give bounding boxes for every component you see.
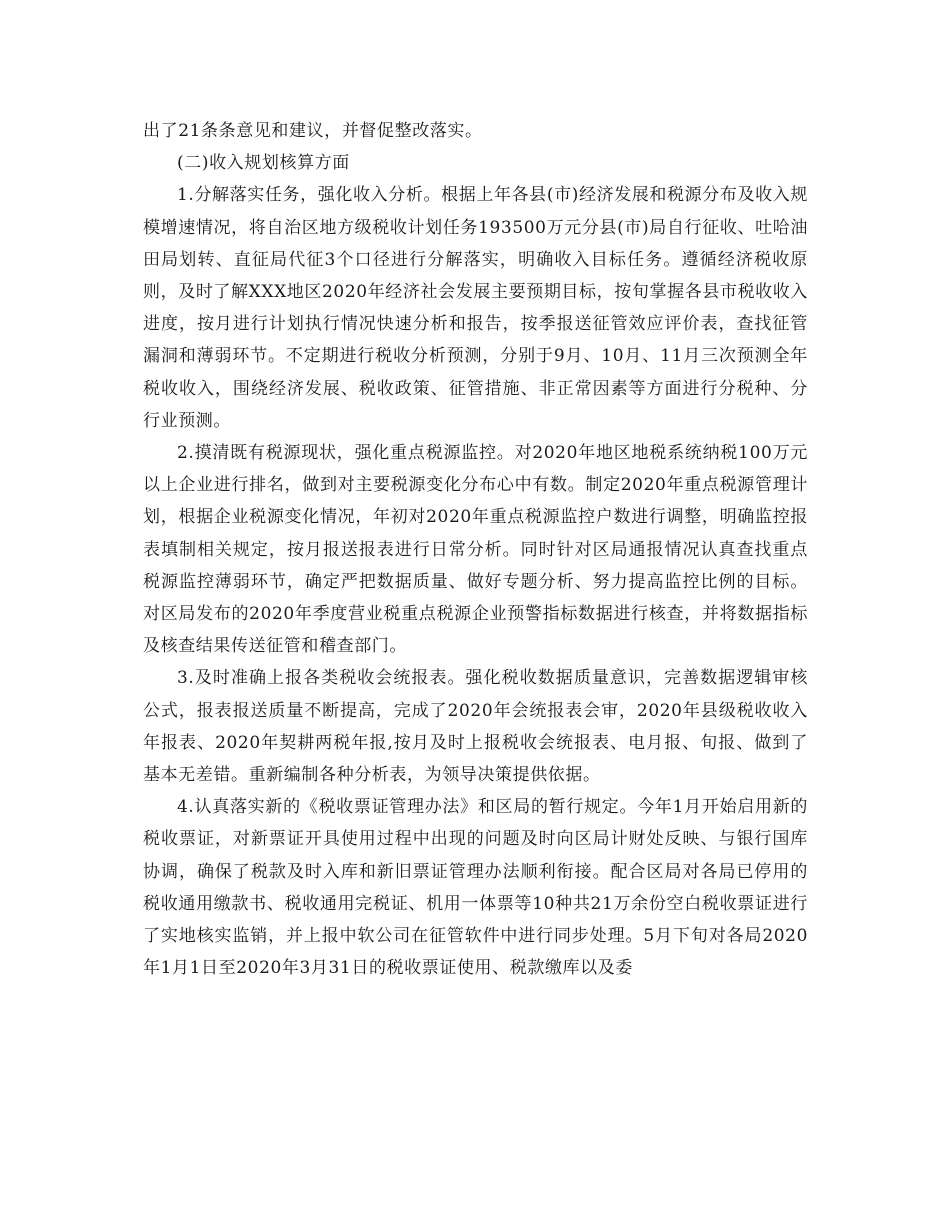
document-body (143, 115, 808, 984)
paragraph-item-4: 4.认真落实新的《税收票证管理办法》和区局的暂行规定。今年1月开始启用新的税收票证，对新票证开具使用过程中出现的问题及时向区局计财处反映、与银行国库协调，确保了税款及时入库和新旧票证管理办法顺利衔接。配合区局对各局已停用的税收通用缴款书、税收通用完税证、机用一体票等10种共21万余份空白税收票证进行了实地核实监销，并上报中软公司在征管软件中进行同步处理。5月下旬对各局2020年1月1日至2020年3月31日的税收票证使用、税款缴库以及委 (143, 797, 808, 979)
paragraph-item-2: 2.摸清既有税源现状，强化重点税源监控。对2020年地区地税系统纳税100万元以上企业进行排名，做到对主要税源变化分布心中有数。制定2020年重点税源管理计划，根据企业税源变化情况，年初对2020年重点税源监控户数进行调整，明确监控报表填制相关规定，按月报送报表进行日常分析。同时针对区局通报情况认真查找重点税源监控薄弱环节，确定严把数据质量、做好专题分析、努力提高监控比例的目标。对区局发布的2020年季度营业税重点税源企业预警指标数据进行核查，并将数据指标及核查结果传送征管和稽查部门。 (143, 443, 808, 657)
paragraph-continuation: 出了21条条意见和建议，并督促整改落实。 (143, 121, 483, 141)
section-heading: (二)收入规划核算方面 (177, 153, 350, 174)
paragraph-item-3: 3.及时准确上报各类税收会统报表。强化税收数据质量意识，完善数据逻辑审核公式，报表报送质量不断提高，完成了2020年会统报表会审，2020年县级税收收入年报表、2020年契耕两税年报,按月及时上报税收会统报表、电月报、旬报、做到了基本无差错。重新编制各种分析表，为领导决策提供依据。 (143, 668, 808, 786)
paragraph-item-1: 1.分解落实任务，强化收入分析。根据上年各县(市)经济发展和税源分布及收入规模增速情况，将自治区地方级税收计划任务193500万元分县(市)局自行征收、吐哈油田局划转、直征局代征3个口径进行分解落实，明确收入目标任务。遵循经济税收原则，及时了解XXX地区2020年经济社会发展主要预期目标，按旬掌握各县市税收收入进度，按月进行计划执行情况快速分析和报告，按季报送征管效应评价表，查找征管漏洞和薄弱环节。不定期进行税收分析预测，分别于9月、10月、11月三次预测全年税收收入，围绕经济发展、税收政策、征管措施、非正常因素等方面进行分税种、分行业预测。 (143, 185, 808, 431)
